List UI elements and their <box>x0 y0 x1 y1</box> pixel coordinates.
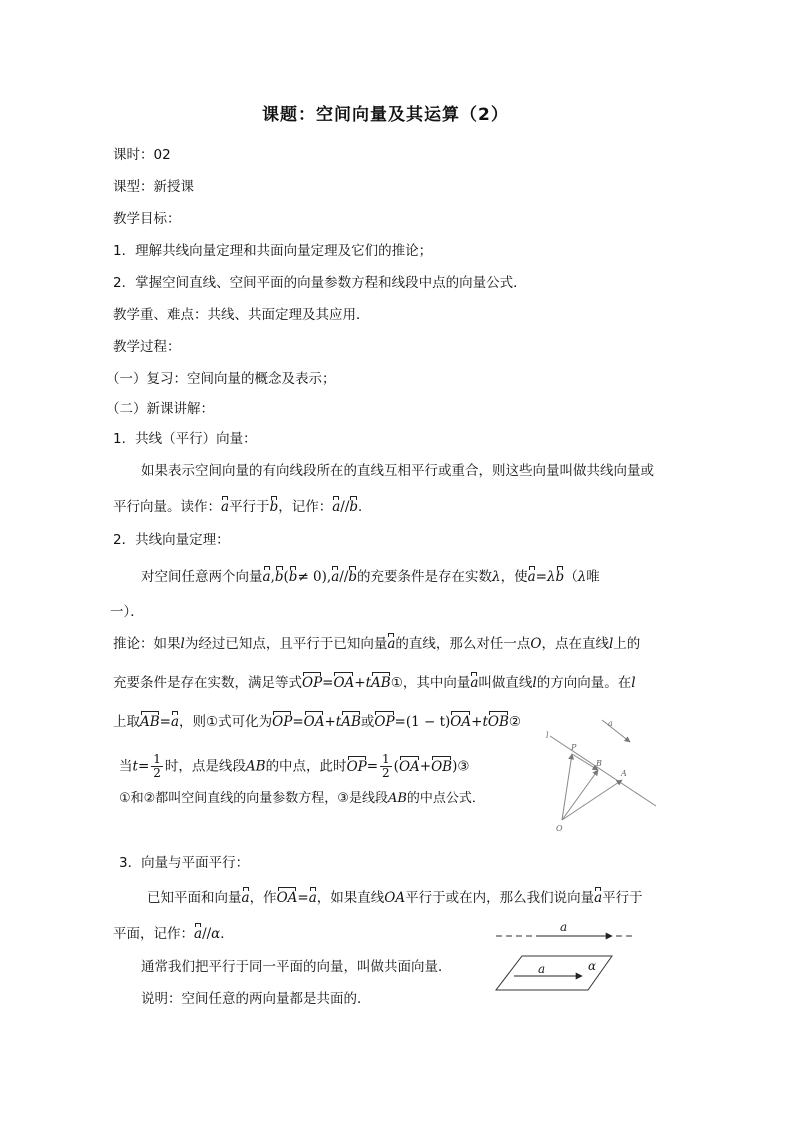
section-1-heading: 1．共线（平行）向量： <box>113 431 257 447</box>
key-points: 教学重、难点：共线、共面定理及其应用． <box>113 307 370 323</box>
section-2-heading: 2．共线向量定理： <box>113 532 230 548</box>
section-1-para-2: 平行向量。读作：a平行于b，记作：a//b． <box>113 499 372 515</box>
process-heading: 教学过程： <box>113 339 181 355</box>
inference-line-2: 充要条件是存在实数，满足等式OP=OA+tAB①，其中向量a叫做直线l的方向向量。在l <box>113 675 636 691</box>
direction-vector-a <box>602 720 630 742</box>
label-b: B <box>596 759 602 768</box>
collinear-figure <box>538 714 660 836</box>
label-vec-a: a <box>608 719 613 728</box>
section-3-para-4: 说明：空间任意的两向量都是共面的． <box>141 991 371 1007</box>
fraction-half: $\frac{1}{2}$ <box>153 752 161 780</box>
label-alpha: α <box>588 959 597 973</box>
vector-segment <box>572 754 598 770</box>
inference-line-3: 上取AB=a，则①式可化为OP=OA+tAB或OP=(1 − t)OA+tOB② <box>113 714 521 730</box>
goal-item-1: 1．理解共线向量定理和共面向量定理及它们的推论； <box>113 243 433 259</box>
label-a-top: a <box>560 920 568 934</box>
label-a: A <box>621 769 627 778</box>
section-3-para-1: 已知平面和向量a，作OA=a，如果直线OA平行于或在内，那么我们说向量a平行于 <box>147 890 643 906</box>
lesson-period: 课时：02 <box>113 147 171 163</box>
label-p: P <box>571 743 577 752</box>
goals-heading: 教学目标： <box>113 211 181 227</box>
section-1-para-1: 如果表示空间向量的有向线段所在的直线互相平行或重合，则这些向量叫做共线向量或 <box>141 463 654 479</box>
plane-parallel-figure <box>492 912 642 996</box>
vector-oa <box>562 780 622 820</box>
lesson-type: 课型：新授课 <box>113 179 194 195</box>
section-3-heading: 3．向量与平面平行： <box>119 855 250 871</box>
review-line: （一）复习：空间向量的概念及表示； <box>106 371 336 387</box>
vector-op <box>562 754 572 820</box>
label-l: l <box>546 731 549 740</box>
label-a-plane: a <box>538 962 546 976</box>
theorem-line-1: 对空间任意两个向量a,b(b≠ 0),a//b的充要条件是存在实数λ，使a=λb（λ唯 <box>141 569 600 585</box>
vector-ob <box>562 770 598 820</box>
section-3-para-3: 通常我们把平行于同一平面的向量，叫做共面向量． <box>141 959 452 975</box>
goal-item-2: 2．掌握空间直线、空间平面的向量参数方程和线段中点的向量公式． <box>113 275 527 291</box>
theorem-line-2: 一）． <box>110 604 144 620</box>
param-equation-note: ①和②都叫空间直线的向量参数方程，③是线段AB的中点公式． <box>119 791 485 806</box>
section-3-para-2: 平面，记作：a//α． <box>113 926 234 942</box>
vector-a: a <box>221 499 230 515</box>
page-title: 课题：空间向量及其运算（2） <box>262 105 509 125</box>
new-lesson-line: （二）新课讲解： <box>106 401 214 417</box>
midpoint-line: 当t= $\frac{1}{2}$ 时，点是线段AB的中点，此时OP= $\frac{1}{2}$ (OA+OB)③ <box>119 752 470 780</box>
vector-b: b <box>269 499 279 515</box>
label-o: O <box>556 824 563 833</box>
inference-line-1: 推论：如果l为经过已知点，且平行于已知向量a的直线，那么对任一点O，点在直线l上的 <box>113 636 641 652</box>
